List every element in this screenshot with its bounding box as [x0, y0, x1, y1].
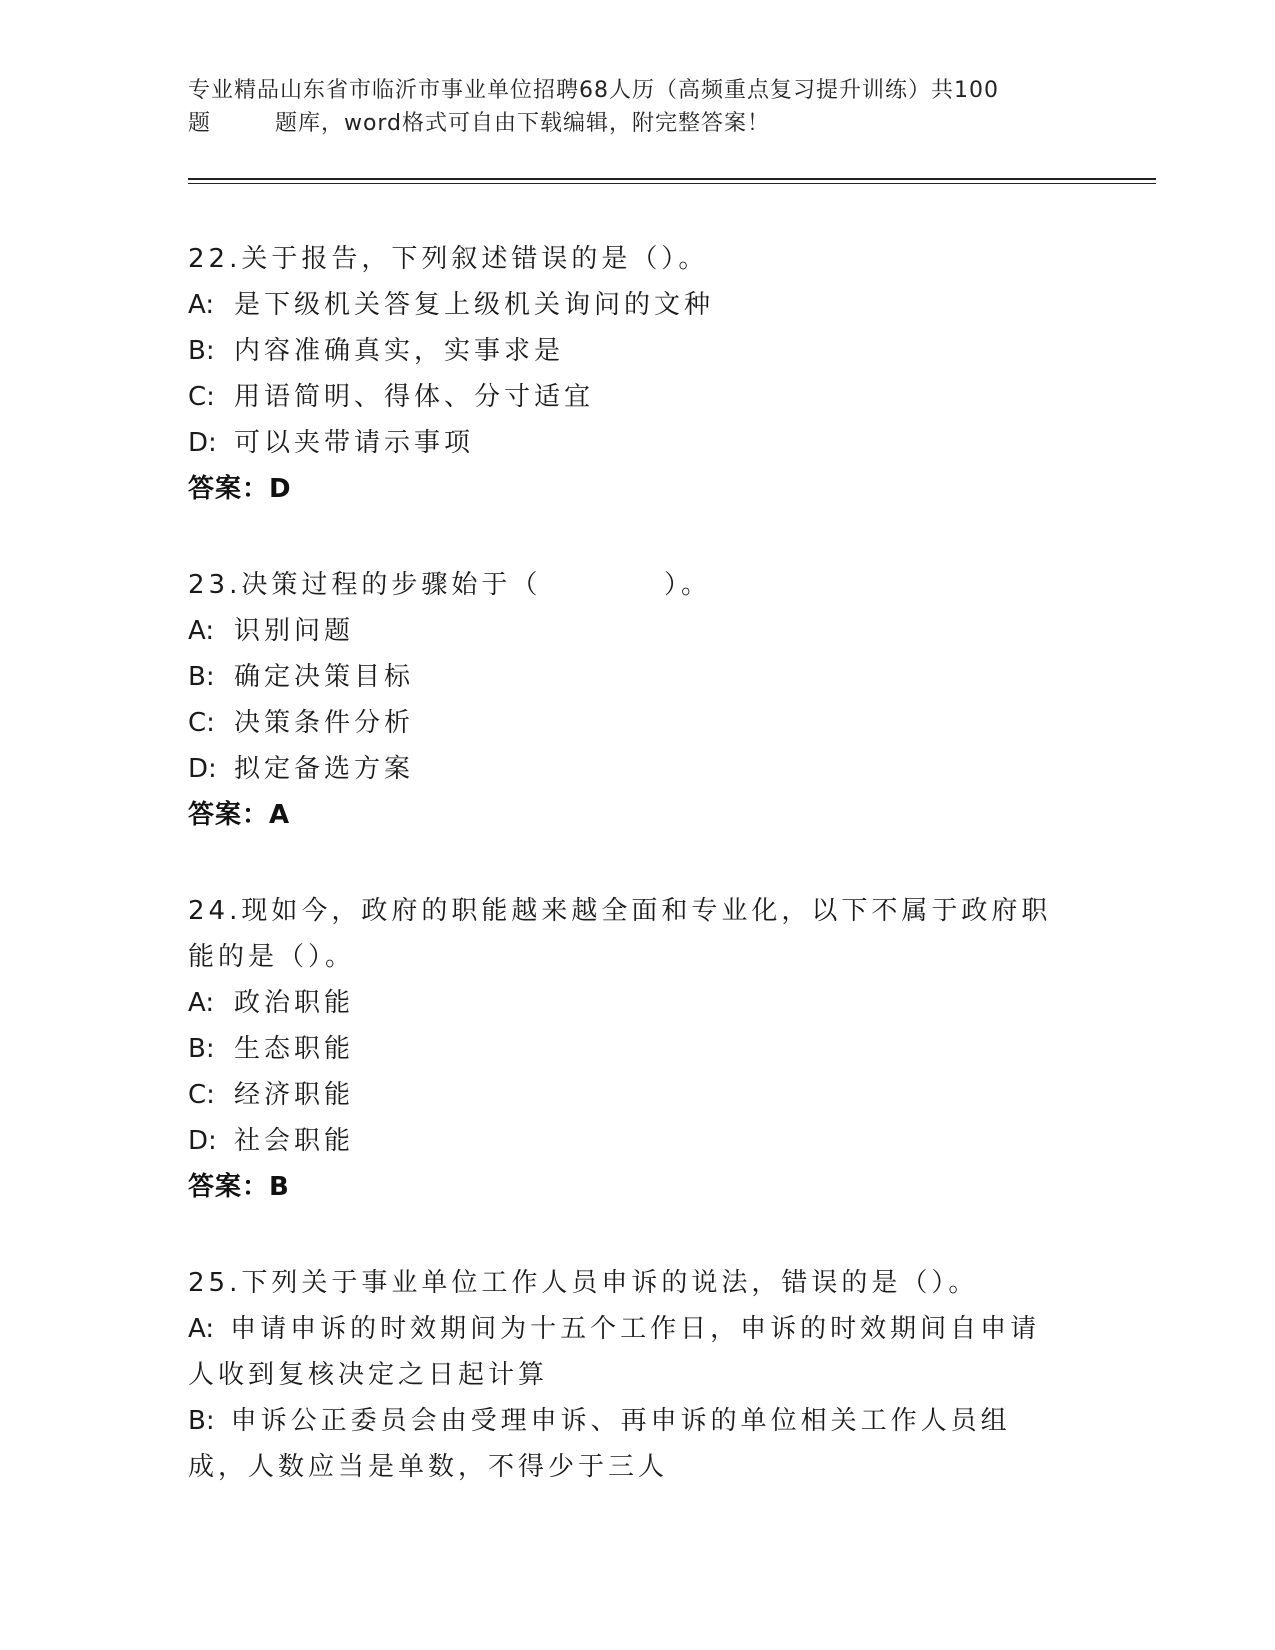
option-text: 可以夹带请示事项 — [234, 428, 475, 458]
option-key: C: — [188, 1080, 215, 1110]
option-key: A: — [188, 1314, 215, 1344]
answer: 答案：A — [188, 800, 291, 830]
option-text: 政治职能 — [234, 988, 355, 1018]
question-24 — [188, 888, 1068, 1210]
option-d — [188, 420, 1068, 466]
option-c — [188, 700, 1068, 746]
option-b — [188, 654, 1068, 700]
header-divider-bottom — [188, 183, 1156, 184]
option-c — [188, 1072, 1068, 1118]
header-line-1: 专业精品山东省市临沂市事业单位招聘68人历（高频重点复习提升训练）共100 — [188, 78, 999, 103]
option-b — [188, 328, 1068, 374]
question-23 — [188, 562, 1068, 838]
option-d — [188, 1118, 1068, 1164]
answer: 答案：D — [188, 474, 292, 504]
option-a — [188, 980, 1068, 1026]
question-text: 23.决策过程的步骤始于（ ）。 — [188, 570, 711, 600]
header-line-2: 题 题库，word格式可自由下载编辑，附完整答案！ — [188, 111, 771, 136]
option-key: B: — [188, 1034, 215, 1064]
option-key: A: — [188, 616, 215, 646]
option-text: 申请申诉的时效期间为十五个工作日，申诉的时效期间自申请人收到复核决定之日起计算 — [188, 1314, 1041, 1390]
option-key: B: — [188, 1406, 215, 1436]
option-key: B: — [188, 662, 215, 692]
answer: 答案：B — [188, 1172, 290, 1202]
option-b — [188, 1026, 1068, 1072]
option-a — [188, 1306, 1068, 1398]
option-key: A: — [188, 290, 215, 320]
option-text: 申诉公正委员会由受理申诉、再申诉的单位相关工作人员组成，人数应当是单数，不得少于三人 — [188, 1406, 1011, 1482]
option-text: 社会职能 — [234, 1126, 355, 1156]
header-divider-top — [188, 178, 1156, 180]
question-text: 24.现如今，政府的职能越来越全面和专业化，以下不属于政府职能的是（）。 — [188, 896, 1052, 972]
option-b — [188, 1398, 1068, 1490]
option-text: 决策条件分析 — [234, 708, 415, 738]
option-text: 用语简明、得体、分寸适宜 — [234, 382, 595, 412]
option-a — [188, 608, 1068, 654]
option-key: C: — [188, 708, 215, 738]
question-25 — [188, 1260, 1068, 1490]
question-22 — [188, 236, 1068, 512]
option-text: 内容准确真实，实事求是 — [234, 336, 565, 366]
option-text: 是下级机关答复上级机关询问的文种 — [234, 290, 715, 320]
document-header — [188, 74, 1068, 140]
option-c — [188, 374, 1068, 420]
option-key: D: — [188, 428, 217, 458]
option-key: B: — [188, 336, 215, 366]
question-text: 25.下列关于事业单位工作人员申诉的说法，错误的是（）。 — [188, 1268, 979, 1298]
question-text: 22.关于报告，下列叙述错误的是（）。 — [188, 244, 709, 274]
option-key: D: — [188, 754, 217, 784]
option-d — [188, 746, 1068, 792]
option-a — [188, 282, 1068, 328]
option-text: 确定决策目标 — [234, 662, 415, 692]
option-text: 经济职能 — [234, 1080, 355, 1110]
option-text: 拟定备选方案 — [234, 754, 415, 784]
question-list — [188, 236, 1068, 1540]
option-text: 生态职能 — [234, 1034, 355, 1064]
option-key: A: — [188, 988, 215, 1018]
option-key: C: — [188, 382, 215, 412]
option-key: D: — [188, 1126, 217, 1156]
option-text: 识别问题 — [234, 616, 355, 646]
